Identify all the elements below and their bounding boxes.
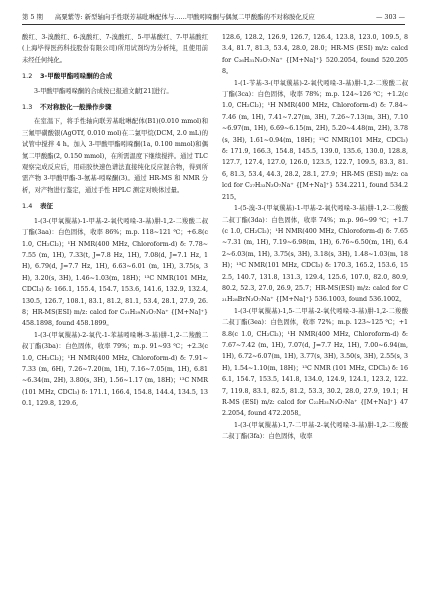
running-title: 高粟紫等: 新型轴向手性联芳基吡啉配体与……甲酸吲哚酮与偶氮二甲酸酯的不对称胺化反应 — [54, 13, 315, 21]
compound-3ba-continued: 128.6, 128.2, 126.9, 126.7, 126.4, 123.8, 123.0, 109.5, 83.4, 81.7, 81.3, 53.4, 28.0, 28.0；HR-MS (ESI) m/z: calcd for C₂₆H₃₁N₃O₇Na⁺ {[M+Na]⁺} 520.2054, found 520.2058。 — [222, 34, 408, 76]
section-title: 不对称胺化一般操作步骤 — [40, 103, 112, 112]
compound-3ba-paragraph: 1-(3-(甲氧羰基)-2-氧代-1-苯基吲哚啉-3-基)肼-1,2-二羧酸二叔丁酯(3ba)：白色固体，收率 79%；m.p. 91~93 ℃；+2.3(c 1.0, CH₂Cl₂)；¹H NMR(400 MHz, Chloroform-d) δ: 7.91~7.33 (m, 6H), 7.26~7.20(m, 1H), 7.16~7.05(m, 1H), 6.81~6.34(m, 2H), 3.80(s, 3H), 1.56~1.17 (m, 18H)；¹³C NMR(101 MHz, CDCl₃) δ: 171.1, 166.4, 154.8, 144.4, 134.5, 130.1, 129.8, 129.6, — [22, 331, 208, 408]
section-heading-1-2 — [22, 71, 208, 82]
section-heading-1-4 — [22, 201, 208, 212]
compound-3da-paragraph: 1-(5-溴-3-(甲氧羰基)-1-甲基-2-氧代吲哚-3-基)肼-1,2-二羧酸二叔丁酯(3da)：白色固体，收率 74%；m.p. 96~99 ℃；+1.7(c 1.0, CH₂Cl₂)；¹H NMR(400 MHz, Chloroform-d) δ: 7.65~7.31 (m, 1H), 7.19~6.98(m, 1H), 6.76~6.50(m, 1H), 6.42~6.03(m, 1H), 3.75(s, 3H), 3.18(s, 3H), 1.48~1.03(m, 18H)；¹³C NMR(101 MHz, CDCl₃) δ: 170.3, 165.2, 153.6, 152.5, 140.7, 131.8, 131.3, 129.4, 125.6, 107.0, 82.0, 80.9, 80.2, 52.3, 27.0, 26.9, 25.7；HR-MS(ESI) m/z: calcd for C₂₁H₂₈BrN₃O₇Na⁺ {[M+Na]⁺} 536.1003, found 536.1002。 — [222, 205, 408, 304]
section-number: 1.3 — [22, 103, 33, 112]
section-heading-1-3 — [22, 102, 208, 113]
issue-number: 第 5 期 — [22, 13, 43, 21]
right-column — [222, 32, 408, 443]
running-header — [22, 10, 405, 25]
section-title: 表征 — [40, 202, 53, 211]
synthesis-paragraph: 3-甲酸甲酯吲哚酮的合成按已报道文献[21]进行。 — [34, 87, 173, 95]
section-number: 1.2 — [22, 72, 33, 81]
materials-paragraph: 酸红、3-溴酸红、6-溴酸红、7-溴酸红、5-甲基酸红、7-甲基酸红(上海毕得医药科技股份有限公司)所用试剂均为分析纯，且使用前未经任何纯化。 — [22, 34, 208, 64]
left-column — [22, 32, 208, 410]
compound-3ca-paragraph: 1-(1-苄基-3-(甲氧羰基)-2-氧代吲哚-3-基)肼-1,2-二羧酸二叔丁酯(3ca)：白色固体，收率 78%；m.p. 124~126 ℃；+1.2(c 1.0, CH₂Cl₂)；¹H NMR(400 MHz, Chloroform-d) δ: 7.84~7.46 (m, 1H), 7.41~7.27(m, 3H), 7.26~7.13(m, 3H), 7.10~6.97(m, 1H), 6.69~6.15(m, 2H), 5.20~4.48(m, 2H), 3.78(s, 3H), 1.61~0.94(m, 18H)；¹³C NMR(101 MHz, CDCl₃) δ: 171.9, 166.3, 154.8, 145.5, 139.0, 135.6, 130.0, 128.8, 127.7, 127.4, 127.0, 126.0, 123.5, 122.7, 109.5, 83.3, 81.6, 81.3, 53.4, 44.3, 28.2, 28.1, 27.9；HR-MS (ESI) m/z: calcd for C₂₇H₃₃N₃O₇Na⁺ {[M+Na]⁺} 534.2211, found 534.2215。 — [222, 79, 408, 201]
page-number: — 303 — — [375, 13, 405, 21]
section-number: 1.4 — [22, 202, 33, 211]
procedure-paragraph: 在室温下，将手性轴向联芳基吡啉配体(B1)(0.010 mmol)和三氟甲磺酸银(AgOTf, 0.010 mol)在二氯甲烷(DCM, 2.0 mL)的试管中搅拌 4 h。加入 3-甲酸甲酯吲哚酮(1a, 0.100 mmol)和偶氮二甲酸酯(2, 0.150 mmol)，在所需温度下继续搅拌。通过 TLC 观察完成反应后，用硅胶快速色谱法直接纯化反应混合物，得到所需产物 3-甲酸甲酯-3-氨基-吲哚酮(3)。通过 HR-MS 和 NMR 分析，对产物进行鉴定，通过手性 HPLC 测定对映体过量。 — [22, 118, 208, 194]
compound-3aa-paragraph: 1-(3-(甲氧羰基)-1-甲基-2-氧代吲哚-3-基)肼-1,2-二羧酸二叔丁酯(3aa)：白色固体，收率 86%；m.p. 118~121 ℃；+6.8(c 1.0, CH₂Cl₂)；¹H NMR(400 MHz, Chloroform-d) δ: 7.78~7.55 (m, 1H), 7.33(t, J=7.8 Hz, 1H), 7.08(d, J=7.1 Hz, 1H), 6.79(d, J=7.7 Hz, 1H), 6.63~6.01 (m, 1H), 3.75(s, 3H), 3.20(s, 3H), 1.46~1.03(m, 18H)；¹³C NMR(101 MHz, CDCl₃) δ: 166.1, 155.4, 154.7, 153.6, 141.6, 132.9, 132.4, 130.5, 126.7, 108.1, 83.1, 81.2, 81.1, 53.4, 28.1, 27.9, 26.8；HR-MS(ESI) m/z: calcd for C₂₁H₂₉N₃O₇Na⁺ {[M+Na]⁺} 458.1898, found 458.1899。 — [22, 217, 208, 328]
compound-3fa-paragraph: 1-(3-(甲氧羰基)-1,7-二甲基-2-氧代吲哚-3-基)肼-1,2-二羧酸二叔丁酯(3fa)：白色固体，收率 — [222, 421, 408, 441]
compound-3ea-paragraph: 1-(3-(甲氧羰基)-1,5-二甲基-2-氧代吲哚-3-基)肼-1,2-二羧酸二叔丁酯(3ea)：白色固体，收率 72%；m.p. 123~125 ℃；+18.8(c 1.0, CH₂Cl₂)；¹H NMR(400 MHz, Chloroform-d) δ: 7.67~7.42 (m, 1H), 7.07(d, J=7.7 Hz, 1H), 7.00~6.94(m, 1H), 6.72~6.07(m, 1H), 3.77(s, 3H), 3.50(s, 3H), 2.55(s, 3H), 1.54~1.10(m, 18H)；¹³C NMR (101 MHz, CDCl₃) δ: 166.1, 154.7, 153.5, 141.8, 134.0, 124.9, 124.1, 123.2, 122.7, 119.8, 83.1, 82.5, 81.2, 53.3, 30.2, 28.0, 27.9, 19.1；HR-MS (ESI) m/z: calcd for C₂₂H₃₁N₃O₇Na⁺ {[M+Na]⁺} 472.2054, found 472.2058。 — [222, 307, 408, 418]
section-title: 3-甲酸甲酯吲哚酮的合成 — [40, 72, 113, 81]
